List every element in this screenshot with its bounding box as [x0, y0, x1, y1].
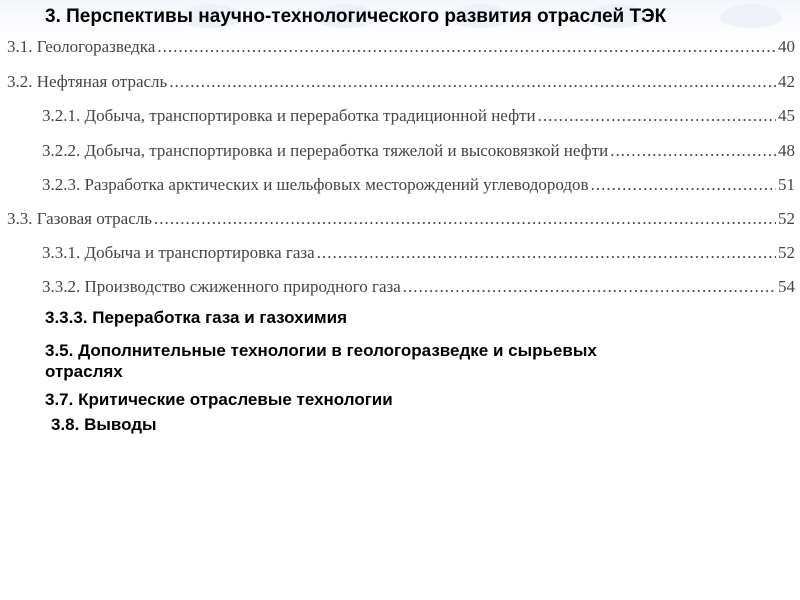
note-item: 3.3.3. Переработка газа и газохимия: [45, 308, 347, 327]
toc-leader-dots: [591, 174, 776, 196]
toc-entry: [7, 71, 795, 93]
toc-entry: [42, 276, 795, 298]
toc-entry: [7, 36, 795, 58]
toc-entry-label: 3.2. Нефтяная отрасль: [7, 72, 168, 91]
toc-entry: [42, 105, 795, 127]
toc-entry-label: 3.2.1. Добыча, транспортировка и переработка традиционной нефти: [42, 106, 536, 125]
toc-entry: [42, 140, 795, 162]
slide-title: 3. Перспективы научно-технологического развития отраслей ТЭК: [45, 6, 667, 27]
toc-leader-dots: [157, 36, 776, 58]
toc-leader-dots: [169, 71, 776, 93]
toc-entry: [42, 174, 795, 196]
note-item: 3.8. Выводы: [51, 415, 157, 434]
toc-leader-dots: [317, 242, 776, 264]
toc-leader-dots: [154, 208, 776, 230]
toc-leader-dots: [403, 276, 776, 298]
toc-entry: [7, 208, 795, 230]
toc-entry-page: 52: [778, 209, 795, 228]
note-item: 3.5. Дополнительные технологии в геологоразведке и сырьевых отраслях: [45, 341, 597, 381]
toc-entry-label: 3.3.2. Производство сжиженного природного газа: [42, 277, 401, 296]
toc-entry-page: 51: [778, 175, 795, 194]
toc-entry-page: 45: [778, 106, 795, 125]
toc-entry-label: 3.1. Геологоразведка: [7, 37, 156, 56]
toc-entry-page: 54: [778, 277, 795, 296]
toc-entry-page: 42: [778, 72, 795, 91]
toc-entry-page: 40: [778, 37, 795, 56]
toc-leader-dots: [538, 105, 776, 127]
toc-entry-page: 48: [778, 141, 795, 160]
toc-leader-dots: [610, 140, 776, 162]
toc-entry-label: 3.3. Газовая отрасль: [7, 209, 152, 228]
note-item: 3.7. Критические отраслевые технологии: [45, 390, 393, 409]
toc-entry-label: 3.2.2. Добыча, транспортировка и переработка тяжелой и высоковязкой нефти: [42, 141, 609, 160]
toc-entry-page: 52: [778, 243, 795, 262]
decorative-shape: [720, 4, 782, 28]
toc-entry-label: 3.3.1. Добыча и транспортировка газа: [42, 243, 315, 262]
toc-entry: [42, 242, 795, 264]
toc-entry-label: 3.2.3. Разработка арктических и шельфовых месторождений углеводородов: [42, 175, 589, 194]
